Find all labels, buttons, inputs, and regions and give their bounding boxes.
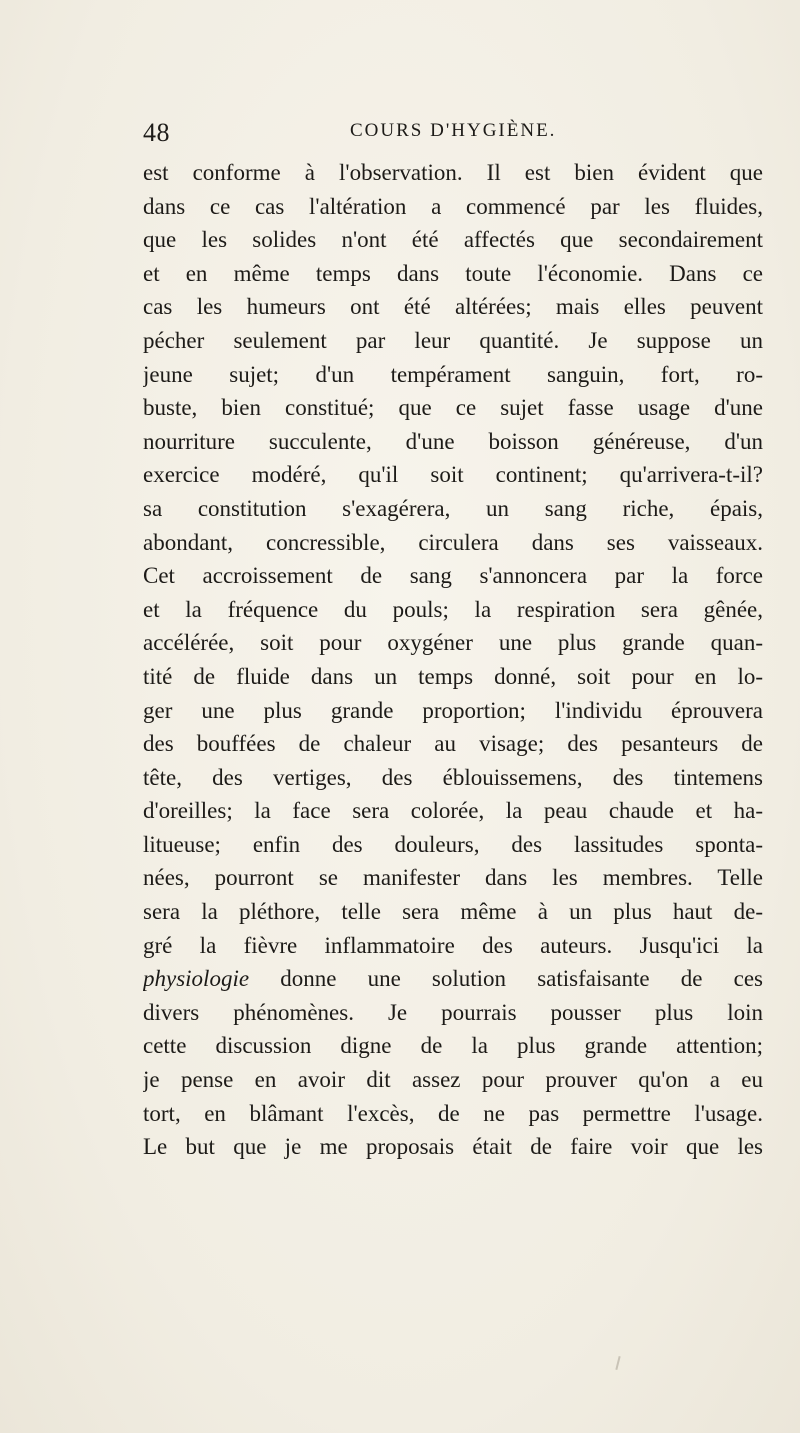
text-line: sa constitution s'exagérera, un sang riche, épais, <box>143 495 763 521</box>
text-line: abondant, concressible, circulera dans ses vaisseaux. <box>143 529 763 555</box>
text-line: d'oreilles; la face sera colorée, la peau chaude et ha- <box>143 798 763 824</box>
text-line: jeune sujet; d'un tempérament sanguin, fort, ro- <box>143 361 763 387</box>
text-line: exercice modéré, qu'il soit continent; qu'arrivera-t-il? <box>143 462 763 488</box>
text-line: nourriture succulente, d'une boisson généreuse, d'un <box>143 428 763 454</box>
text-line: accélérée, soit pour oxygéner une plus grande quan- <box>143 630 763 656</box>
text-line: gré la fièvre inflammatoire des auteurs. Jusqu'ici la <box>143 932 763 958</box>
text-line: nées, pourront se manifester dans les membres. Telle <box>143 865 763 891</box>
text-line: cette discussion digne de la plus grande attention; <box>143 1033 763 1059</box>
text-line: sera la pléthore, telle sera même à un plus haut de- <box>143 899 763 925</box>
text-line: est conforme à l'observation. Il est bien évident que <box>143 160 763 185</box>
text-line: cas les humeurs ont été altérées; mais elles peuvent <box>143 294 763 320</box>
text-line: dans ce cas l'altération a commencé par les fluides, <box>143 193 763 219</box>
text-line: et en même temps dans toute l'économie. Dans ce <box>143 260 763 286</box>
text-line: je pense en avoir dit assez pour prouver qu'on a eu <box>143 1067 763 1093</box>
paper-speck <box>615 1356 620 1370</box>
text-line: ger une plus grande proportion; l'individu éprouvera <box>143 697 763 723</box>
text-line-with-italic <box>143 962 763 996</box>
text-line-rest: donne une solution satisfaisante de ces <box>280 966 763 992</box>
text-line: divers phénomènes. Je pourrais pousser plus loin <box>143 999 763 1025</box>
page-number: 48 <box>143 118 170 147</box>
running-head: COURS D'HYGIÈNE. <box>350 120 557 141</box>
text-line: buste, bien constitué; que ce sujet fasse usage d'une <box>143 395 763 421</box>
text-line: que les solides n'ont été affectés que secondairement <box>143 227 763 253</box>
text-line: tité de fluide dans un temps donné, soit pour en lo- <box>143 663 763 689</box>
text-line: tort, en blâmant l'excès, de ne pas permettre l'usage. <box>143 1100 763 1126</box>
text-line: pécher seulement par leur quantité. Je suppose un <box>143 327 763 353</box>
text-line: des bouffées de chaleur au visage; des pesanteurs de <box>143 731 763 757</box>
text-line: Le but que je me proposais était de faire voir que les <box>143 1134 763 1160</box>
text-line: tête, des vertiges, des éblouissemens, des tintemens <box>143 764 763 790</box>
text-line: Cet accroissement de sang s'annoncera par la force <box>143 563 763 589</box>
text-line: litueuse; enfin des douleurs, des lassitudes sponta- <box>143 831 763 857</box>
page-header <box>143 118 763 150</box>
body-text <box>143 156 763 1164</box>
italic-word: physiologie <box>143 966 250 992</box>
text-line: et la fréquence du pouls; la respiration sera gênée, <box>143 596 763 622</box>
